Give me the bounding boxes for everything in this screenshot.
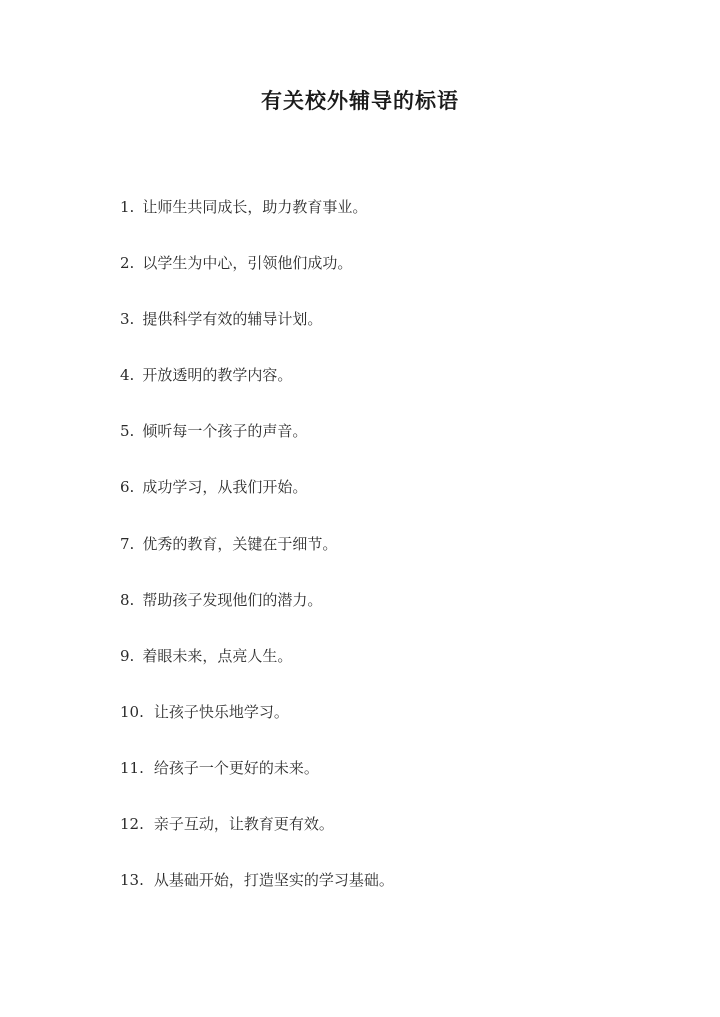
item-text: 以学生为中心，引领他们成功。 (142, 254, 353, 273)
list-item (120, 865, 640, 921)
list-item (120, 585, 640, 641)
list-item (120, 304, 640, 360)
item-number: 12. (120, 815, 144, 834)
list-item (120, 248, 640, 304)
item-text: 帮助孩子发现他们的潜力。 (142, 590, 323, 609)
item-text: 优秀的教育，关键在于细节。 (142, 534, 338, 553)
item-number: 9. (120, 646, 135, 665)
item-text: 提供科学有效的辅导计划。 (142, 310, 323, 329)
item-text: 给孩子一个更好的未来。 (153, 758, 319, 777)
item-number: 7. (120, 534, 135, 553)
item-number: 1. (120, 198, 135, 216)
item-text: 让师生共同成长，助力教育事业。 (142, 198, 368, 216)
list-item (120, 529, 640, 585)
item-number: 4. (120, 366, 135, 385)
item-number: 3. (120, 310, 135, 329)
item-number: 13. (120, 871, 144, 890)
list-item (120, 697, 640, 753)
list-item (120, 360, 640, 416)
item-number: 6. (120, 478, 135, 497)
item-text: 倾听每一个孩子的声音。 (142, 422, 308, 441)
item-number: 5. (120, 422, 135, 441)
item-text: 着眼未来，点亮人生。 (142, 646, 293, 665)
item-text: 从基础开始，打造坚实的学习基础。 (153, 871, 394, 890)
item-text: 成功学习，从我们开始。 (142, 478, 308, 497)
item-text: 亲子互动，让教育更有效。 (153, 815, 334, 834)
item-number: 2. (120, 254, 135, 273)
list-item (120, 753, 640, 809)
list-item (120, 192, 640, 248)
item-text: 开放透明的教学内容。 (142, 366, 293, 385)
list-item (120, 809, 640, 865)
document-title: 有关校外辅导的标语 (261, 88, 459, 113)
list-item (120, 416, 640, 472)
item-number: 8. (120, 590, 135, 609)
item-number: 10. (120, 702, 144, 721)
item-number: 11. (120, 758, 144, 777)
list-item (120, 641, 640, 697)
slogan-list (120, 192, 640, 921)
list-item (120, 472, 640, 528)
item-text: 让孩子快乐地学习。 (153, 702, 289, 721)
